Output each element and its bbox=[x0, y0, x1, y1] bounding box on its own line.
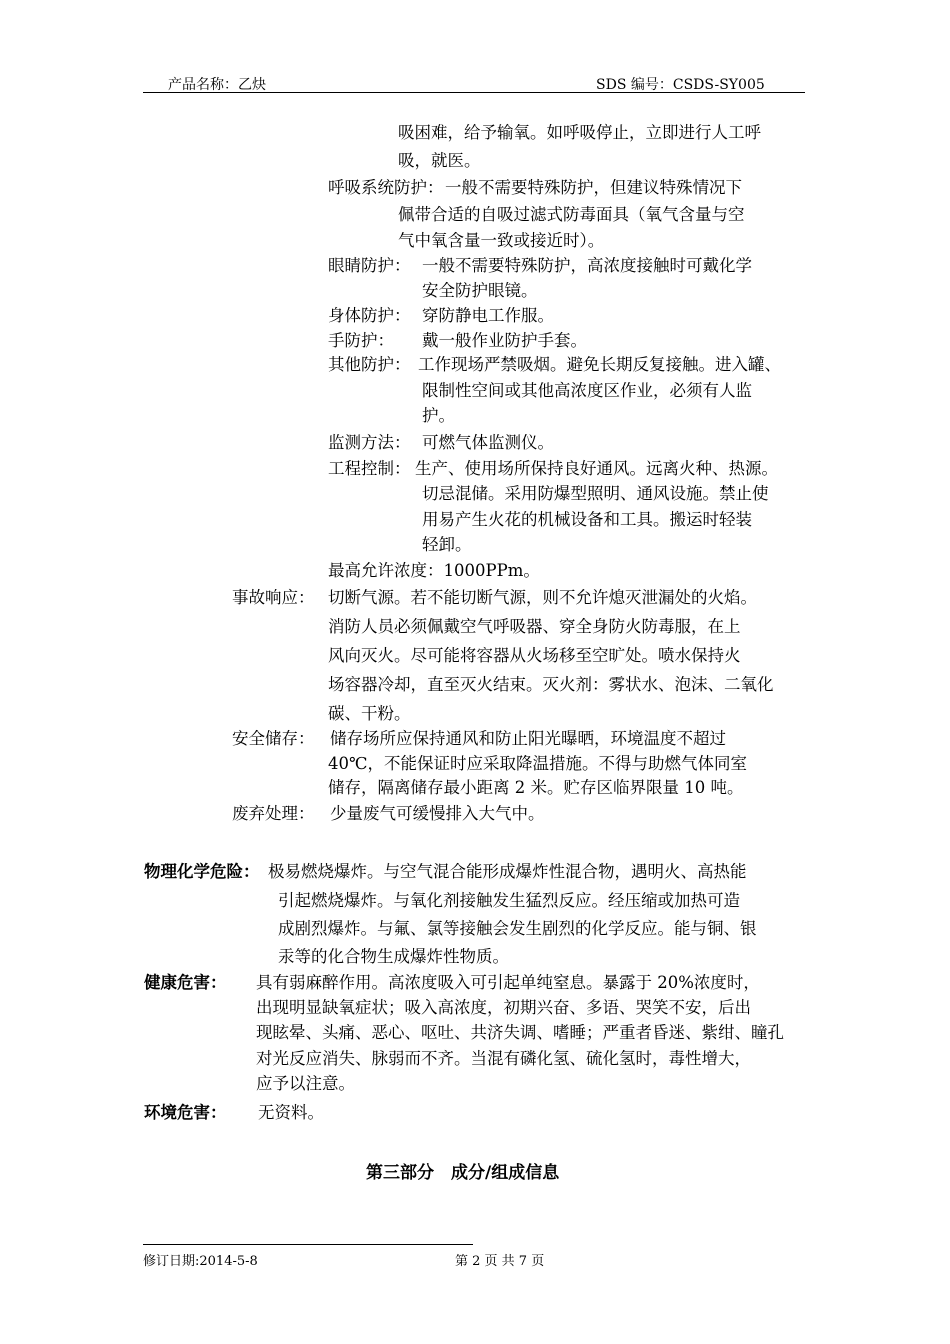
accident-response-line-5: 碳、干粉。 bbox=[328, 704, 411, 723]
physical-hazard-line-1: 极易燃烧爆炸。与空气混合能形成爆炸性混合物，遇明火、高热能 bbox=[268, 862, 747, 881]
disposal-label: 废弃处理： bbox=[232, 804, 315, 823]
safe-storage-line-2: 40℃，不能保证时应采取降温措施。不得与助燃气体同室 bbox=[328, 754, 747, 773]
engineering-control-line-4: 轻卸。 bbox=[422, 535, 472, 554]
engineering-control-line-3: 用易产生火花的机械设备和工具。搬运时轻装 bbox=[422, 510, 752, 529]
footer-page-number: 第 2 页 共 7 页 bbox=[455, 1254, 545, 1269]
engineering-control-line-2: 切忌混储。采用防爆型照明、通风设施。禁止使 bbox=[422, 484, 769, 503]
safe-storage-line-1: 储存场所应保持通风和防止阳光曝晒，环境温度不超过 bbox=[330, 729, 726, 748]
accident-response-line-2: 消防人员必须佩戴空气呼吸器、穿全身防火防毒服，在上 bbox=[328, 617, 741, 636]
header-sds-number: SDS 编号：CSDS-SY005 bbox=[596, 77, 765, 93]
hand-protection-line-1: 戴一般作业防护手套。 bbox=[422, 331, 587, 350]
monitoring-line-1: 可燃气体监测仪。 bbox=[422, 433, 554, 452]
physical-hazard-line-4: 汞等的化合物生成爆炸性物质。 bbox=[278, 947, 509, 966]
accident-response-line-4: 场容器冷却，直至灭火结束。灭火剂：雾状水、泡沫、二氧化 bbox=[328, 675, 774, 694]
disposal-line-1: 少量废气可缓慢排入大气中。 bbox=[330, 804, 545, 823]
eye-protection-line-2: 安全防护眼镜。 bbox=[422, 281, 538, 300]
health-hazard-line-3: 现眩晕、头痛、恶心、呕吐、共济失调、嗜睡；严重者昏迷、紫绀、瞳孔 bbox=[256, 1023, 784, 1042]
other-protection-label: 其他防护： bbox=[328, 355, 411, 374]
body-protection-label: 身体防护： bbox=[328, 306, 411, 325]
section-title: 第三部分 成分/组成信息 bbox=[366, 1163, 560, 1183]
respiratory-protection-line-3: 气中氧含量一致或接近时）。 bbox=[398, 231, 605, 250]
other-protection-line-2: 限制性空间或其他高浓度区作业，必须有人监 bbox=[422, 381, 752, 400]
health-hazard-line-2: 出现明显缺氧症状；吸入高浓度，初期兴奋、多语、哭笑不安，后出 bbox=[256, 998, 751, 1017]
continuation-line-1: 吸困难，给予输氧。如呼吸停止，立即进行人工呼 bbox=[398, 123, 761, 142]
engineering-control-line-1: 生产、使用场所保持良好通风。远离火种、热源。 bbox=[415, 459, 778, 478]
hand-protection-label: 手防护： bbox=[328, 331, 394, 350]
respiratory-protection-label: 呼吸系统防护： bbox=[328, 178, 444, 197]
safe-storage-line-3: 储存，隔离储存最小距离 2 米。贮存区临界限量 10 吨。 bbox=[328, 778, 744, 797]
safe-storage-label: 安全储存： bbox=[232, 729, 315, 748]
accident-response-line-1: 切断气源。若不能切断气源，则不允许熄灭泄漏处的火焰。 bbox=[328, 588, 757, 607]
respiratory-protection-line-2: 佩带合适的自吸过滤式防毒面具（氧气含量与空 bbox=[398, 205, 745, 224]
physical-hazard-line-2: 引起燃烧爆炸。与氧化剂接触发生猛烈反应。经压缩或加热可造 bbox=[278, 891, 740, 910]
health-hazard-label: 健康危害： bbox=[144, 973, 227, 992]
physical-hazard-line-3: 成剧烈爆炸。与氟、氯等接触会发生剧烈的化学反应。能与铜、银 bbox=[278, 919, 757, 938]
continuation-line-2: 吸，就医。 bbox=[398, 151, 481, 170]
monitoring-label: 监测方法： bbox=[328, 433, 411, 452]
footer-rule bbox=[143, 1244, 473, 1245]
health-hazard-line-1: 具有弱麻醉作用。高浓度吸入可引起单纯窒息。暴露于 20%浓度时， bbox=[256, 973, 760, 992]
footer-revision-date: 修订日期:2014-5-8 bbox=[143, 1254, 258, 1269]
health-hazard-line-4: 对光反应消失、脉弱而不齐。当混有磷化氢、硫化氢时，毒性增大， bbox=[256, 1049, 751, 1068]
eye-protection-line-1: 一般不需要特殊防护，高浓度接触时可戴化学 bbox=[422, 256, 752, 275]
other-protection-line-3: 护。 bbox=[422, 406, 455, 425]
physical-hazard-label: 物理化学危险： bbox=[144, 862, 260, 881]
eye-protection-label: 眼睛防护： bbox=[328, 256, 411, 275]
body-protection-line-1: 穿防静电工作服。 bbox=[422, 306, 554, 325]
accident-response-line-3: 风向灭火。尽可能将容器从火场移至空旷处。喷水保持火 bbox=[328, 646, 741, 665]
environment-hazard-line-1: 无资料。 bbox=[258, 1103, 324, 1122]
accident-response-label: 事故响应： bbox=[232, 588, 315, 607]
header-product-name: 产品名称：乙炔 bbox=[168, 77, 266, 93]
health-hazard-line-5: 应予以注意。 bbox=[256, 1074, 355, 1093]
environment-hazard-label: 环境危害： bbox=[144, 1103, 227, 1122]
max-concentration: 最高允许浓度：1000PPm。 bbox=[328, 561, 540, 580]
other-protection-line-1: 工作现场严禁吸烟。避免长期反复接触。进入罐、 bbox=[418, 355, 781, 374]
engineering-control-label: 工程控制： bbox=[328, 459, 411, 478]
header-rule bbox=[143, 92, 805, 93]
respiratory-protection-line-1: 一般不需要特殊防护，但建议特殊情况下 bbox=[445, 178, 742, 197]
